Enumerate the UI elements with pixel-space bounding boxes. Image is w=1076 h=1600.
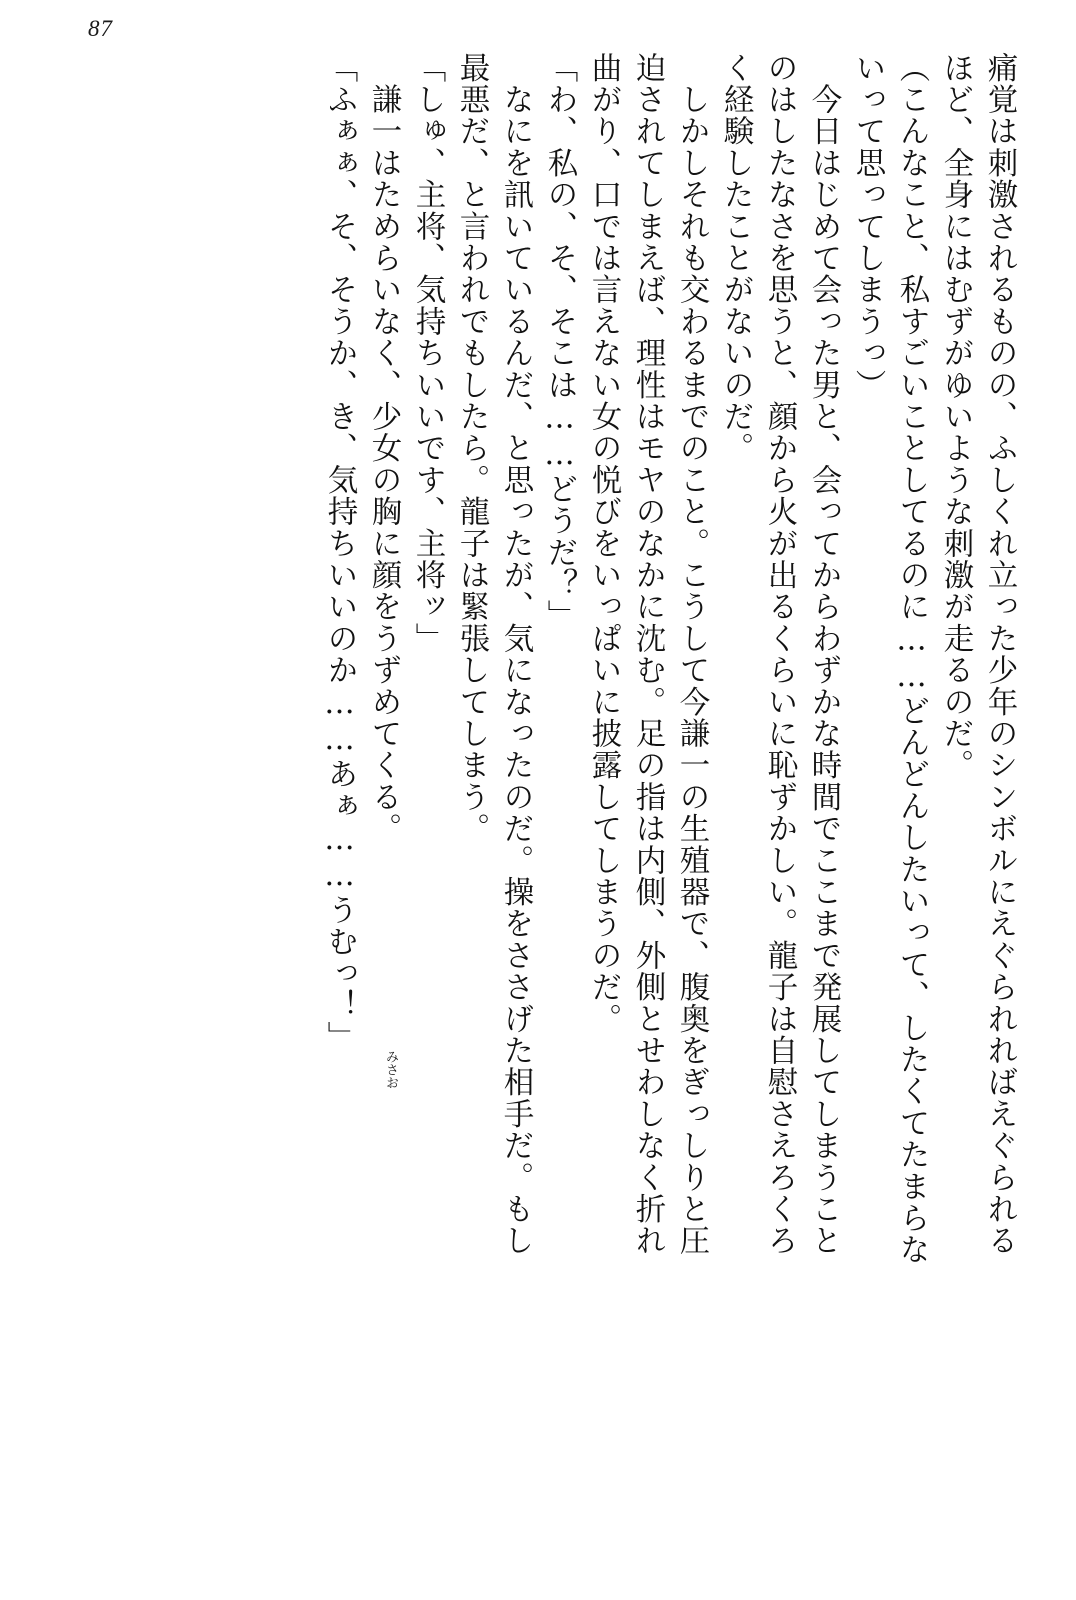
text-column: 謙一はためらいなく、少女の胸に顔をうずめてくる。 — [366, 52, 401, 845]
text-column: 「ふぁぁ、そ、そうか、き、気持ちいいのか……あぁ……うむっ！」 — [322, 52, 357, 1053]
ruby-annotation: みさお — [384, 1050, 399, 1089]
text-column: 最悪だ、と言われでもしたら。龍子は緊張してしまう。 — [454, 52, 489, 845]
text-column: いって思ってしまうっ） — [850, 52, 885, 401]
text-column: 今日はじめて会った男と、会ってからわずかな時間でここまで発展してしまうこと — [806, 52, 841, 1257]
text-column-with-ruby: なにを訊いているんだ、と思ったが、気になったのだ。操をささげた相手だ。もし — [498, 52, 533, 1257]
text-column: 「しゅ、主将、気持ちいいです、主将ッ」 — [410, 52, 445, 655]
text-column: ほど、全身にはむずがゆいような刺激が走るのだ。 — [938, 52, 973, 782]
vertical-text-block — [134, 52, 1017, 1282]
page-number: 87 — [88, 16, 113, 41]
text-column: 曲がり、口では言えない女の悦びをいっぱいに披露してしまうのだ。 — [586, 52, 621, 1035]
text-column: のはしたなさを思うと、顔から火が出るくらいに恥ずかしい。龍子は自慰さえろくろ — [762, 52, 797, 1257]
text-column: く経験したことがないのだ。 — [718, 52, 753, 465]
text-column: 迫されてしまえば、理性はモヤのなかに沈む。足の指は内側、外側とせわしなく折れ — [630, 52, 665, 1257]
text-column: 「わ、私の、そ、そこは……どうだ？」 — [542, 52, 577, 632]
text-column: 痛覚は刺激されるものの、ふしくれ立った少年のシンボルにえぐられればえぐられる — [982, 52, 1017, 1257]
text-column: （こんなこと、私すごいことしてるのに……どんどんしたいって、したくてたまらな — [894, 52, 929, 1266]
text-column: しかしそれも交わるまでのこと。こうして今謙一の生殖器で、腹奥をぎっしりと圧 — [674, 52, 709, 1257]
